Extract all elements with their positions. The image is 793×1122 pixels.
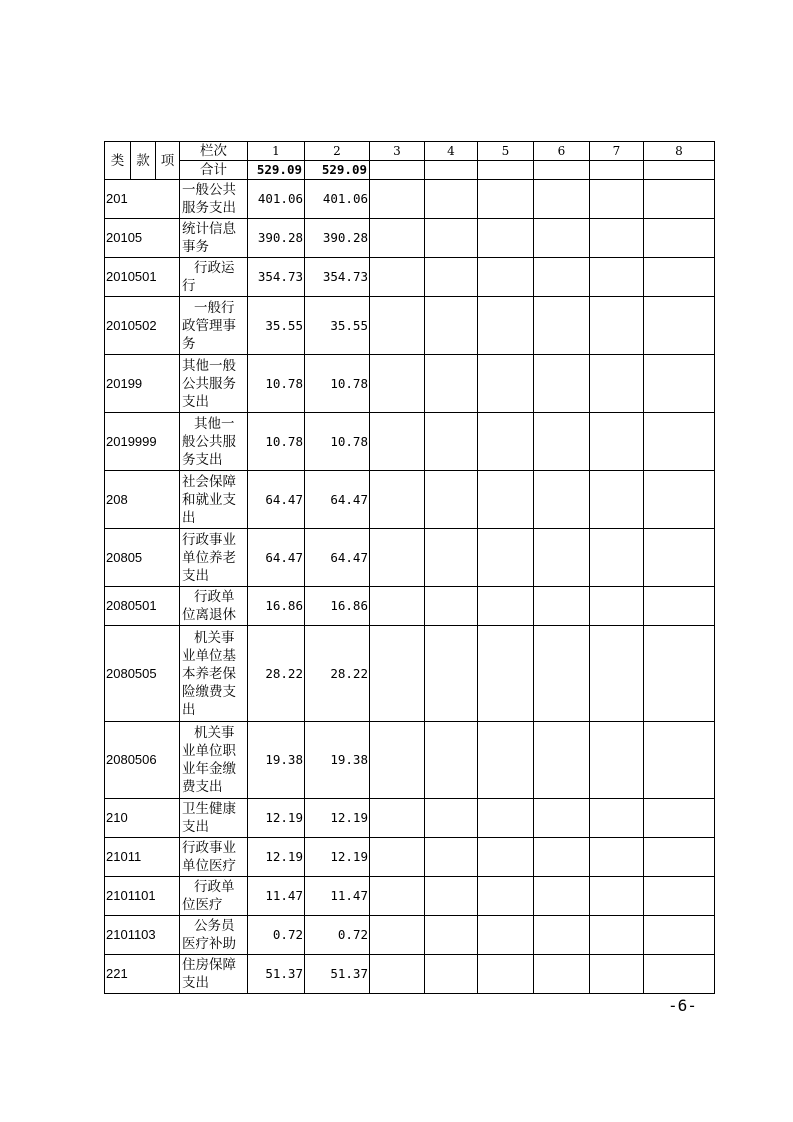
table-row — [105, 838, 715, 877]
row-value-5 — [478, 529, 534, 587]
header-lanci: 栏次 — [180, 142, 248, 161]
row-value-1: 16.86 — [248, 587, 305, 626]
row-name: 机关事业单位基本养老保险缴费支出 — [180, 626, 248, 722]
row-value-7 — [590, 838, 644, 877]
row-value-1: 401.06 — [248, 180, 305, 219]
row-code: 20199 — [105, 355, 180, 413]
row-code: 2101101 — [105, 877, 180, 916]
row-value-5 — [478, 799, 534, 838]
row-value-7 — [590, 180, 644, 219]
row-value-3 — [370, 916, 425, 955]
row-value-1: 0.72 — [248, 916, 305, 955]
total-col-4 — [425, 161, 478, 180]
row-value-3 — [370, 258, 425, 297]
row-name: 一般公共服务支出 — [180, 180, 248, 219]
header-col-3: 3 — [370, 142, 425, 161]
row-value-4 — [425, 258, 478, 297]
row-name: 其他一般公共服务支出 — [180, 413, 248, 471]
row-value-6 — [534, 626, 590, 722]
row-value-7 — [590, 955, 644, 994]
header-row-total — [105, 161, 715, 180]
row-value-8 — [644, 471, 715, 529]
row-value-7 — [590, 626, 644, 722]
table-row — [105, 916, 715, 955]
row-value-8 — [644, 916, 715, 955]
row-value-3 — [370, 626, 425, 722]
row-value-5 — [478, 626, 534, 722]
row-name: 公务员医疗补助 — [180, 916, 248, 955]
row-value-7 — [590, 799, 644, 838]
row-name: 住房保障支出 — [180, 955, 248, 994]
total-col-7 — [590, 161, 644, 180]
table-row — [105, 877, 715, 916]
row-value-1: 64.47 — [248, 529, 305, 587]
row-value-6 — [534, 258, 590, 297]
row-code: 210 — [105, 799, 180, 838]
row-value-3 — [370, 722, 425, 799]
row-value-6 — [534, 877, 590, 916]
row-value-8 — [644, 258, 715, 297]
row-value-3 — [370, 838, 425, 877]
table-row — [105, 297, 715, 355]
header-col-2: 2 — [305, 142, 370, 161]
row-code: 2010502 — [105, 297, 180, 355]
row-name: 社会保障和就业支出 — [180, 471, 248, 529]
row-value-3 — [370, 587, 425, 626]
row-code: 2019999 — [105, 413, 180, 471]
header-col-1: 1 — [248, 142, 305, 161]
row-value-2: 401.06 — [305, 180, 370, 219]
row-value-4 — [425, 587, 478, 626]
header-col-6: 6 — [534, 142, 590, 161]
table-row — [105, 180, 715, 219]
row-value-6 — [534, 722, 590, 799]
row-value-5 — [478, 877, 534, 916]
row-value-4 — [425, 297, 478, 355]
row-code: 20805 — [105, 529, 180, 587]
header-xiang: 项 — [156, 142, 180, 180]
header-heji: 合计 — [180, 161, 248, 180]
row-value-5 — [478, 587, 534, 626]
row-value-8 — [644, 529, 715, 587]
row-value-4 — [425, 955, 478, 994]
row-value-8 — [644, 219, 715, 258]
row-value-1: 390.28 — [248, 219, 305, 258]
header-col-5: 5 — [478, 142, 534, 161]
row-value-5 — [478, 219, 534, 258]
table-row — [105, 955, 715, 994]
row-name: 其他一般公共服务支出 — [180, 355, 248, 413]
row-value-5 — [478, 838, 534, 877]
row-value-6 — [534, 529, 590, 587]
row-value-2: 11.47 — [305, 877, 370, 916]
row-code: 2080501 — [105, 587, 180, 626]
row-value-5 — [478, 355, 534, 413]
row-value-8 — [644, 799, 715, 838]
row-value-2: 12.19 — [305, 838, 370, 877]
row-value-2: 354.73 — [305, 258, 370, 297]
header-row-numbers — [105, 142, 715, 161]
row-name: 行政事业单位养老支出 — [180, 529, 248, 587]
page-number: -6- — [668, 996, 697, 1015]
budget-table — [104, 141, 715, 994]
row-value-7 — [590, 529, 644, 587]
row-code: 208 — [105, 471, 180, 529]
row-value-7 — [590, 219, 644, 258]
row-value-2: 35.55 — [305, 297, 370, 355]
row-value-4 — [425, 626, 478, 722]
row-name: 一般行政管理事务 — [180, 297, 248, 355]
row-value-1: 28.22 — [248, 626, 305, 722]
row-code: 2010501 — [105, 258, 180, 297]
row-value-8 — [644, 838, 715, 877]
row-value-6 — [534, 297, 590, 355]
row-value-6 — [534, 799, 590, 838]
row-value-4 — [425, 529, 478, 587]
row-value-8 — [644, 626, 715, 722]
row-name: 统计信息事务 — [180, 219, 248, 258]
row-value-5 — [478, 722, 534, 799]
row-code: 2080506 — [105, 722, 180, 799]
row-value-6 — [534, 219, 590, 258]
row-value-4 — [425, 355, 478, 413]
row-value-5 — [478, 180, 534, 219]
row-value-1: 11.47 — [248, 877, 305, 916]
row-value-3 — [370, 413, 425, 471]
row-value-4 — [425, 877, 478, 916]
row-value-1: 12.19 — [248, 838, 305, 877]
row-code: 221 — [105, 955, 180, 994]
row-value-8 — [644, 355, 715, 413]
row-value-5 — [478, 413, 534, 471]
row-value-2: 28.22 — [305, 626, 370, 722]
row-value-8 — [644, 413, 715, 471]
row-value-3 — [370, 180, 425, 219]
row-value-4 — [425, 413, 478, 471]
row-value-6 — [534, 471, 590, 529]
row-value-6 — [534, 838, 590, 877]
row-code: 2080505 — [105, 626, 180, 722]
header-kuan: 款 — [131, 142, 156, 180]
row-value-1: 19.38 — [248, 722, 305, 799]
row-value-4 — [425, 219, 478, 258]
total-col-3 — [370, 161, 425, 180]
header-col-8: 8 — [644, 142, 715, 161]
row-value-6 — [534, 355, 590, 413]
row-value-2: 12.19 — [305, 799, 370, 838]
row-value-4 — [425, 471, 478, 529]
table-row — [105, 587, 715, 626]
table-row — [105, 413, 715, 471]
row-code: 201 — [105, 180, 180, 219]
row-value-2: 19.38 — [305, 722, 370, 799]
row-code: 20105 — [105, 219, 180, 258]
total-col-5 — [478, 161, 534, 180]
row-value-1: 10.78 — [248, 413, 305, 471]
header-lei: 类 — [105, 142, 131, 180]
total-col-8 — [644, 161, 715, 180]
table-row — [105, 529, 715, 587]
row-value-2: 64.47 — [305, 529, 370, 587]
row-value-4 — [425, 916, 478, 955]
row-value-8 — [644, 722, 715, 799]
row-value-3 — [370, 219, 425, 258]
row-value-6 — [534, 413, 590, 471]
row-value-1: 51.37 — [248, 955, 305, 994]
row-value-7 — [590, 722, 644, 799]
row-value-7 — [590, 587, 644, 626]
row-value-7 — [590, 877, 644, 916]
header-col-7: 7 — [590, 142, 644, 161]
row-value-8 — [644, 180, 715, 219]
table-row — [105, 471, 715, 529]
row-value-3 — [370, 799, 425, 838]
row-value-5 — [478, 955, 534, 994]
table-row — [105, 799, 715, 838]
row-value-2: 0.72 — [305, 916, 370, 955]
header-col-4: 4 — [425, 142, 478, 161]
row-value-5 — [478, 297, 534, 355]
row-code: 21011 — [105, 838, 180, 877]
row-value-2: 10.78 — [305, 413, 370, 471]
row-value-7 — [590, 413, 644, 471]
row-value-3 — [370, 529, 425, 587]
row-value-7 — [590, 297, 644, 355]
row-value-7 — [590, 258, 644, 297]
table-row — [105, 722, 715, 799]
row-name: 行政事业单位医疗 — [180, 838, 248, 877]
row-value-2: 51.37 — [305, 955, 370, 994]
row-value-6 — [534, 587, 590, 626]
row-value-1: 12.19 — [248, 799, 305, 838]
table-row — [105, 626, 715, 722]
row-value-2: 390.28 — [305, 219, 370, 258]
row-value-4 — [425, 180, 478, 219]
row-value-4 — [425, 722, 478, 799]
total-col-2: 529.09 — [305, 161, 370, 180]
row-value-4 — [425, 838, 478, 877]
row-value-4 — [425, 799, 478, 838]
row-value-6 — [534, 955, 590, 994]
row-value-7 — [590, 355, 644, 413]
table-row — [105, 355, 715, 413]
row-value-2: 10.78 — [305, 355, 370, 413]
row-name: 机关事业单位职业年金缴费支出 — [180, 722, 248, 799]
row-value-3 — [370, 471, 425, 529]
row-value-5 — [478, 258, 534, 297]
row-value-7 — [590, 471, 644, 529]
row-value-6 — [534, 916, 590, 955]
row-value-1: 354.73 — [248, 258, 305, 297]
row-value-1: 64.47 — [248, 471, 305, 529]
row-value-3 — [370, 355, 425, 413]
row-value-8 — [644, 877, 715, 916]
row-name: 行政运行 — [180, 258, 248, 297]
table-row — [105, 219, 715, 258]
row-name: 行政单位离退休 — [180, 587, 248, 626]
row-value-3 — [370, 877, 425, 916]
row-value-8 — [644, 955, 715, 994]
total-col-6 — [534, 161, 590, 180]
row-value-2: 16.86 — [305, 587, 370, 626]
row-code: 2101103 — [105, 916, 180, 955]
row-value-5 — [478, 471, 534, 529]
row-value-7 — [590, 916, 644, 955]
row-value-1: 35.55 — [248, 297, 305, 355]
total-col-1: 529.09 — [248, 161, 305, 180]
row-value-8 — [644, 587, 715, 626]
row-value-8 — [644, 297, 715, 355]
row-value-5 — [478, 916, 534, 955]
row-value-3 — [370, 297, 425, 355]
row-value-6 — [534, 180, 590, 219]
table-row — [105, 258, 715, 297]
row-value-2: 64.47 — [305, 471, 370, 529]
row-name: 行政单位医疗 — [180, 877, 248, 916]
row-value-3 — [370, 955, 425, 994]
row-name: 卫生健康支出 — [180, 799, 248, 838]
row-value-1: 10.78 — [248, 355, 305, 413]
